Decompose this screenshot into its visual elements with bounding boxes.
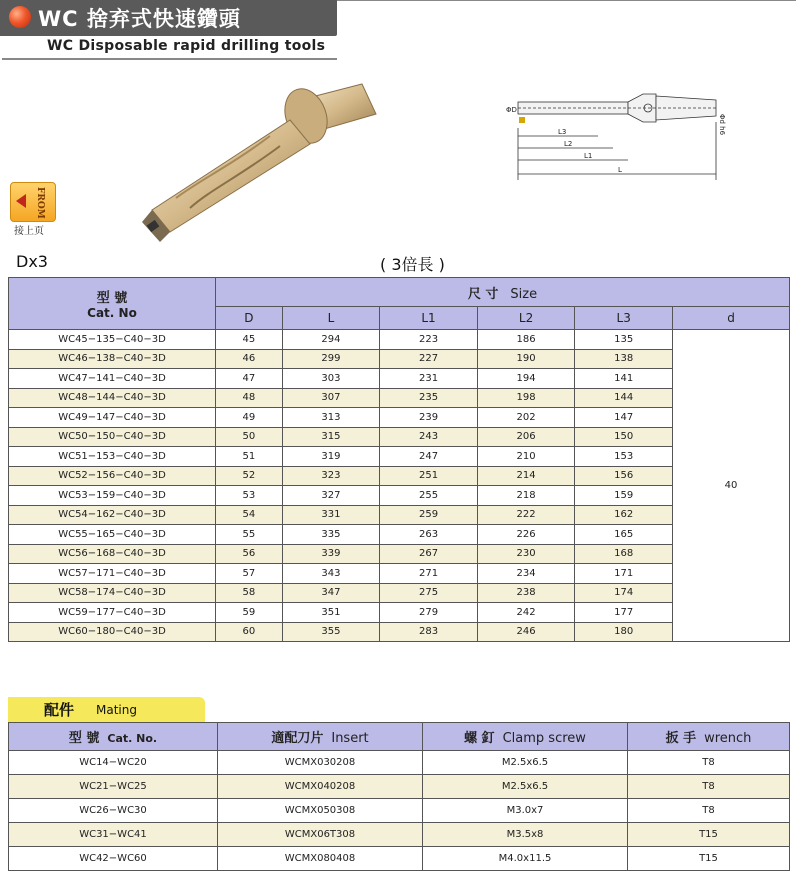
size-cell: 263 bbox=[380, 525, 478, 545]
size-cell: 186 bbox=[477, 330, 575, 350]
mating-table bbox=[8, 722, 790, 871]
size-cell: 48 bbox=[216, 388, 283, 408]
col-header: d bbox=[673, 307, 790, 330]
size-cell: 159 bbox=[575, 486, 673, 506]
col-header: L2 bbox=[477, 307, 575, 330]
from-text: FROM bbox=[35, 187, 45, 219]
size-cell: 294 bbox=[282, 330, 380, 350]
mating-row bbox=[9, 847, 790, 871]
size-cell: 218 bbox=[477, 486, 575, 506]
table-row bbox=[9, 388, 790, 408]
mating-col-header: 型 號 Cat. No. bbox=[9, 723, 218, 751]
col-header: L3 bbox=[575, 307, 673, 330]
mating-cell: M2.5x6.5 bbox=[423, 751, 628, 775]
mating-col-header: 扳 手 wrench bbox=[628, 723, 790, 751]
size-cell: 243 bbox=[380, 427, 478, 447]
mating-cell: M3.0x7 bbox=[423, 799, 628, 823]
size-cell: 59 bbox=[216, 603, 283, 623]
size-cell: 231 bbox=[380, 369, 478, 389]
table-row bbox=[9, 427, 790, 447]
size-cell: 275 bbox=[380, 583, 478, 603]
cat-no-cell: WC54−162−C40−3D bbox=[9, 505, 216, 525]
d-value-cell: 40 bbox=[673, 330, 790, 642]
size-cell: 223 bbox=[380, 330, 478, 350]
cat-no-cell: WC57−171−C40−3D bbox=[9, 564, 216, 584]
mating-cell: WC31−WC41 bbox=[9, 823, 218, 847]
size-cell: 303 bbox=[282, 369, 380, 389]
size-cell: 206 bbox=[477, 427, 575, 447]
size-cell: 147 bbox=[575, 408, 673, 428]
size-cell: 239 bbox=[380, 408, 478, 428]
divider bbox=[2, 58, 337, 60]
size-cell: 351 bbox=[282, 603, 380, 623]
size-cell: 255 bbox=[380, 486, 478, 506]
mating-row bbox=[9, 799, 790, 823]
size-cell: 150 bbox=[575, 427, 673, 447]
mating-cell: T8 bbox=[628, 799, 790, 823]
table-row bbox=[9, 486, 790, 506]
dimension-diagram bbox=[488, 88, 728, 188]
mating-cell: T8 bbox=[628, 751, 790, 775]
size-cell: 56 bbox=[216, 544, 283, 564]
table-row bbox=[9, 466, 790, 486]
size-cell: 319 bbox=[282, 447, 380, 467]
mating-cell: WCMX050308 bbox=[218, 799, 423, 823]
mating-cell: WC21−WC25 bbox=[9, 775, 218, 799]
size-cell: 45 bbox=[216, 330, 283, 350]
size-cell: 53 bbox=[216, 486, 283, 506]
divider bbox=[337, 0, 796, 1]
size-cell: 347 bbox=[282, 583, 380, 603]
size-cell: 57 bbox=[216, 564, 283, 584]
mating-cell: WCMX080408 bbox=[218, 847, 423, 871]
mating-cell: WCMX040208 bbox=[218, 775, 423, 799]
size-cell: 190 bbox=[477, 349, 575, 369]
size-cell: 177 bbox=[575, 603, 673, 623]
size-cell: 144 bbox=[575, 388, 673, 408]
size-cell: 50 bbox=[216, 427, 283, 447]
size-cell: 156 bbox=[575, 466, 673, 486]
cat-no-cell: WC49−147−C40−3D bbox=[9, 408, 216, 428]
size-cell: 47 bbox=[216, 369, 283, 389]
cat-no-cell: WC59−177−C40−3D bbox=[9, 603, 216, 623]
size-cell: 267 bbox=[380, 544, 478, 564]
header-model: 型 號 Cat. No bbox=[9, 278, 216, 330]
mating-row bbox=[9, 775, 790, 799]
size-cell: 180 bbox=[575, 622, 673, 642]
mating-col-header: 螺 釘 Clamp screw bbox=[423, 723, 628, 751]
table-row bbox=[9, 622, 790, 642]
size-table bbox=[8, 277, 790, 642]
cat-no-cell: WC53−159−C40−3D bbox=[9, 486, 216, 506]
size-cell: 323 bbox=[282, 466, 380, 486]
size-cell: 168 bbox=[575, 544, 673, 564]
page-subtitle: WC Disposable rapid drilling tools bbox=[47, 38, 326, 54]
mating-cell: T15 bbox=[628, 847, 790, 871]
size-cell: 153 bbox=[575, 447, 673, 467]
table-row bbox=[9, 349, 790, 369]
cat-no-cell: WC52−156−C40−3D bbox=[9, 466, 216, 486]
size-cell: 165 bbox=[575, 525, 673, 545]
col-header: D bbox=[216, 307, 283, 330]
mating-cell: WCMX030208 bbox=[218, 751, 423, 775]
cat-no-cell: WC47−141−C40−3D bbox=[9, 369, 216, 389]
size-cell: 247 bbox=[380, 447, 478, 467]
size-cell: 60 bbox=[216, 622, 283, 642]
cat-no-cell: WC45−135−C40−3D bbox=[9, 330, 216, 350]
header-size: 尺 寸 Size bbox=[216, 278, 790, 307]
cat-no-cell: WC50−150−C40−3D bbox=[9, 427, 216, 447]
size-cell: 202 bbox=[477, 408, 575, 428]
mating-cell: M3.5x8 bbox=[423, 823, 628, 847]
size-cell: 246 bbox=[477, 622, 575, 642]
mating-cell: M4.0x11.5 bbox=[423, 847, 628, 871]
drill-product-image bbox=[130, 80, 390, 250]
size-cell: 283 bbox=[380, 622, 478, 642]
size-cell: 259 bbox=[380, 505, 478, 525]
size-cell: 162 bbox=[575, 505, 673, 525]
col-header: L bbox=[282, 307, 380, 330]
diagram-label-L1: L1 bbox=[584, 152, 593, 160]
mating-cell: T8 bbox=[628, 775, 790, 799]
size-cell: 171 bbox=[575, 564, 673, 584]
table-row bbox=[9, 603, 790, 623]
table-row bbox=[9, 447, 790, 467]
table-row bbox=[9, 564, 790, 584]
page-title: WC 捨弃式快速鑽頭 bbox=[38, 7, 241, 31]
size-cell: 234 bbox=[477, 564, 575, 584]
mating-cell: WC14−WC20 bbox=[9, 751, 218, 775]
size-cell: 331 bbox=[282, 505, 380, 525]
size-cell: 271 bbox=[380, 564, 478, 584]
mating-cell: WC42−WC60 bbox=[9, 847, 218, 871]
size-cell: 299 bbox=[282, 349, 380, 369]
table-row bbox=[9, 408, 790, 428]
size-cell: 51 bbox=[216, 447, 283, 467]
diagram-label-L: L bbox=[618, 166, 622, 174]
size-cell: 54 bbox=[216, 505, 283, 525]
size-cell: 227 bbox=[380, 349, 478, 369]
size-cell: 214 bbox=[477, 466, 575, 486]
size-cell: 49 bbox=[216, 408, 283, 428]
table-row bbox=[9, 330, 790, 350]
diagram-label-L2: L2 bbox=[564, 140, 573, 148]
size-cell: 235 bbox=[380, 388, 478, 408]
size-cell: 210 bbox=[477, 447, 575, 467]
diagram-label-L3: L3 bbox=[558, 128, 567, 136]
size-cell: 198 bbox=[477, 388, 575, 408]
size-cell: 222 bbox=[477, 505, 575, 525]
size-cell: 355 bbox=[282, 622, 380, 642]
size-cell: 138 bbox=[575, 349, 673, 369]
mating-cell: M2.5x6.5 bbox=[423, 775, 628, 799]
size-cell: 52 bbox=[216, 466, 283, 486]
section-dx: Dx3 bbox=[16, 252, 48, 271]
table-row bbox=[9, 544, 790, 564]
mating-cell: WC26−WC30 bbox=[9, 799, 218, 823]
mating-row bbox=[9, 751, 790, 775]
from-previous-page-button[interactable] bbox=[10, 182, 56, 222]
left-arrow-icon bbox=[16, 194, 26, 208]
mating-cell: WCMX06T308 bbox=[218, 823, 423, 847]
size-cell: 339 bbox=[282, 544, 380, 564]
cat-no-cell: WC56−168−C40−3D bbox=[9, 544, 216, 564]
mating-tab: 配件 Mating bbox=[8, 697, 205, 722]
col-header: L1 bbox=[380, 307, 478, 330]
table-row bbox=[9, 369, 790, 389]
size-cell: 242 bbox=[477, 603, 575, 623]
size-cell: 307 bbox=[282, 388, 380, 408]
table-row bbox=[9, 583, 790, 603]
size-cell: 343 bbox=[282, 564, 380, 584]
mating-col-header: 適配刀片 Insert bbox=[218, 723, 423, 751]
diagram-label-D: ΦD bbox=[506, 106, 517, 114]
cat-no-cell: WC46−138−C40−3D bbox=[9, 349, 216, 369]
size-cell: 313 bbox=[282, 408, 380, 428]
size-cell: 58 bbox=[216, 583, 283, 603]
size-cell: 238 bbox=[477, 583, 575, 603]
cat-no-cell: WC58−174−C40−3D bbox=[9, 583, 216, 603]
cat-no-cell: WC51−153−C40−3D bbox=[9, 447, 216, 467]
cat-no-cell: WC48−144−C40−3D bbox=[9, 388, 216, 408]
size-cell: 226 bbox=[477, 525, 575, 545]
size-cell: 335 bbox=[282, 525, 380, 545]
cat-no-cell: WC55−165−C40−3D bbox=[9, 525, 216, 545]
mating-cell: T15 bbox=[628, 823, 790, 847]
red-dot-icon bbox=[9, 6, 31, 28]
size-cell: 194 bbox=[477, 369, 575, 389]
cat-no-cell: WC60−180−C40−3D bbox=[9, 622, 216, 642]
size-cell: 230 bbox=[477, 544, 575, 564]
size-cell: 174 bbox=[575, 583, 673, 603]
size-cell: 46 bbox=[216, 349, 283, 369]
section-times: ( 3倍長 ) bbox=[380, 255, 445, 274]
size-cell: 141 bbox=[575, 369, 673, 389]
size-cell: 327 bbox=[282, 486, 380, 506]
diagram-label-d: Φd h6 bbox=[718, 114, 726, 136]
size-cell: 251 bbox=[380, 466, 478, 486]
size-cell: 135 bbox=[575, 330, 673, 350]
table-row bbox=[9, 505, 790, 525]
size-cell: 315 bbox=[282, 427, 380, 447]
mating-row bbox=[9, 823, 790, 847]
header-banner bbox=[0, 0, 337, 36]
table-row bbox=[9, 525, 790, 545]
size-cell: 279 bbox=[380, 603, 478, 623]
size-cell: 55 bbox=[216, 525, 283, 545]
from-label[interactable]: 接上页 bbox=[14, 226, 44, 237]
